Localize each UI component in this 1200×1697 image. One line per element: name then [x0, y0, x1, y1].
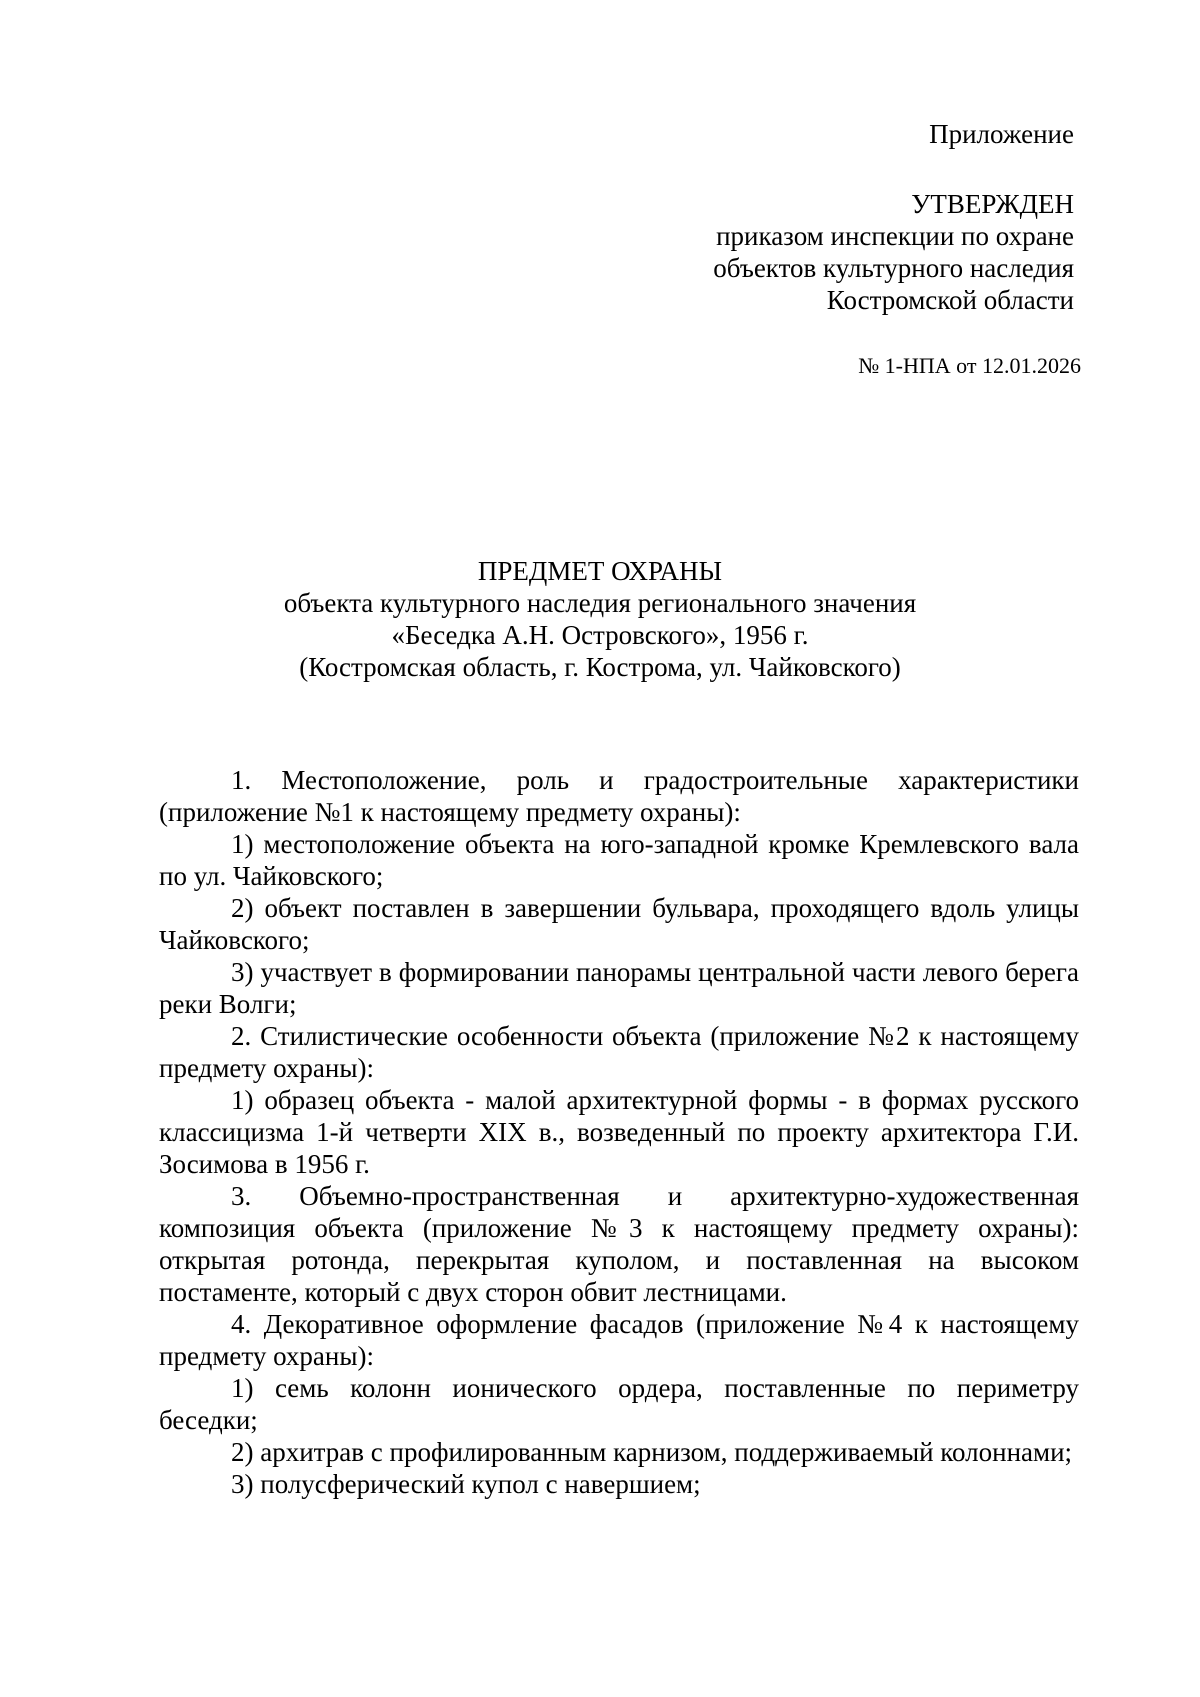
- order-number: № 1-НПА от 12.01.2026: [858, 353, 1081, 378]
- approved-line: объектов культурного наследия: [713, 253, 1074, 283]
- paragraph: 1) семь колонн ионического ордера, поставленные по периметру беседки;: [159, 1373, 1079, 1435]
- title-heading: ПРЕДМЕТ ОХРАНЫ: [477, 556, 723, 586]
- document-title: [0, 555, 1200, 683]
- paragraph: 2. Стилистические особенности объекта (приложение №2 к настоящему предмету охраны):: [159, 1021, 1079, 1083]
- approved-line: приказом инспекции по охране: [716, 221, 1074, 251]
- paragraph: 3) участвует в формировании панорамы центральной части левого берега реки Волги;: [159, 957, 1079, 1019]
- appendix-label: Приложение: [929, 119, 1074, 149]
- paragraph: 2) объект поставлен в завершении бульвара, проходящего вдоль улицы Чайковского;: [159, 893, 1079, 955]
- paragraph: 1) образец объекта - малой архитектурной формы - в формах русского классицизма 1-й четверти XIX в., возведенный по проекту архитектора Г.И. Зосимова в 1956 г.: [159, 1085, 1079, 1179]
- paragraph: 1. Местоположение, роль и градостроительные характеристики (приложение №1 к настоящему предмету охраны):: [159, 765, 1079, 827]
- document-body: [159, 764, 1079, 1500]
- paragraph: 4. Декоративное оформление фасадов (приложение №4 к настоящему предмету охраны):: [159, 1309, 1079, 1371]
- paragraph: 2) архитрав с профилированным карнизом, поддерживаемый колоннами;: [231, 1437, 1073, 1467]
- title-line: (Костромская область, г. Кострома, ул. Чайковского): [299, 652, 901, 682]
- title-line: «Беседка А.Н. Островского», 1956 г.: [391, 620, 809, 650]
- title-line: объекта культурного наследия регионального значения: [283, 588, 917, 618]
- paragraph: 3) полусферический купол с навершием;: [231, 1469, 701, 1499]
- approval-block: [713, 188, 1074, 316]
- approved-line: Костромской области: [826, 285, 1074, 315]
- paragraph: 1) местоположение объекта на юго-западной кромке Кремлевского вала по ул. Чайковского;: [159, 829, 1079, 891]
- paragraph: 3. Объемно-пространственная и архитектурно-художественная композиция объекта (приложение №3 к настоящему предмету охраны): открытая ротонда, перекрытая куполом, и поставленная на высоком постаменте, который с двух сторон обвит лестницами.: [159, 1181, 1079, 1307]
- approved-heading: УТВЕРЖДЕН: [911, 189, 1074, 219]
